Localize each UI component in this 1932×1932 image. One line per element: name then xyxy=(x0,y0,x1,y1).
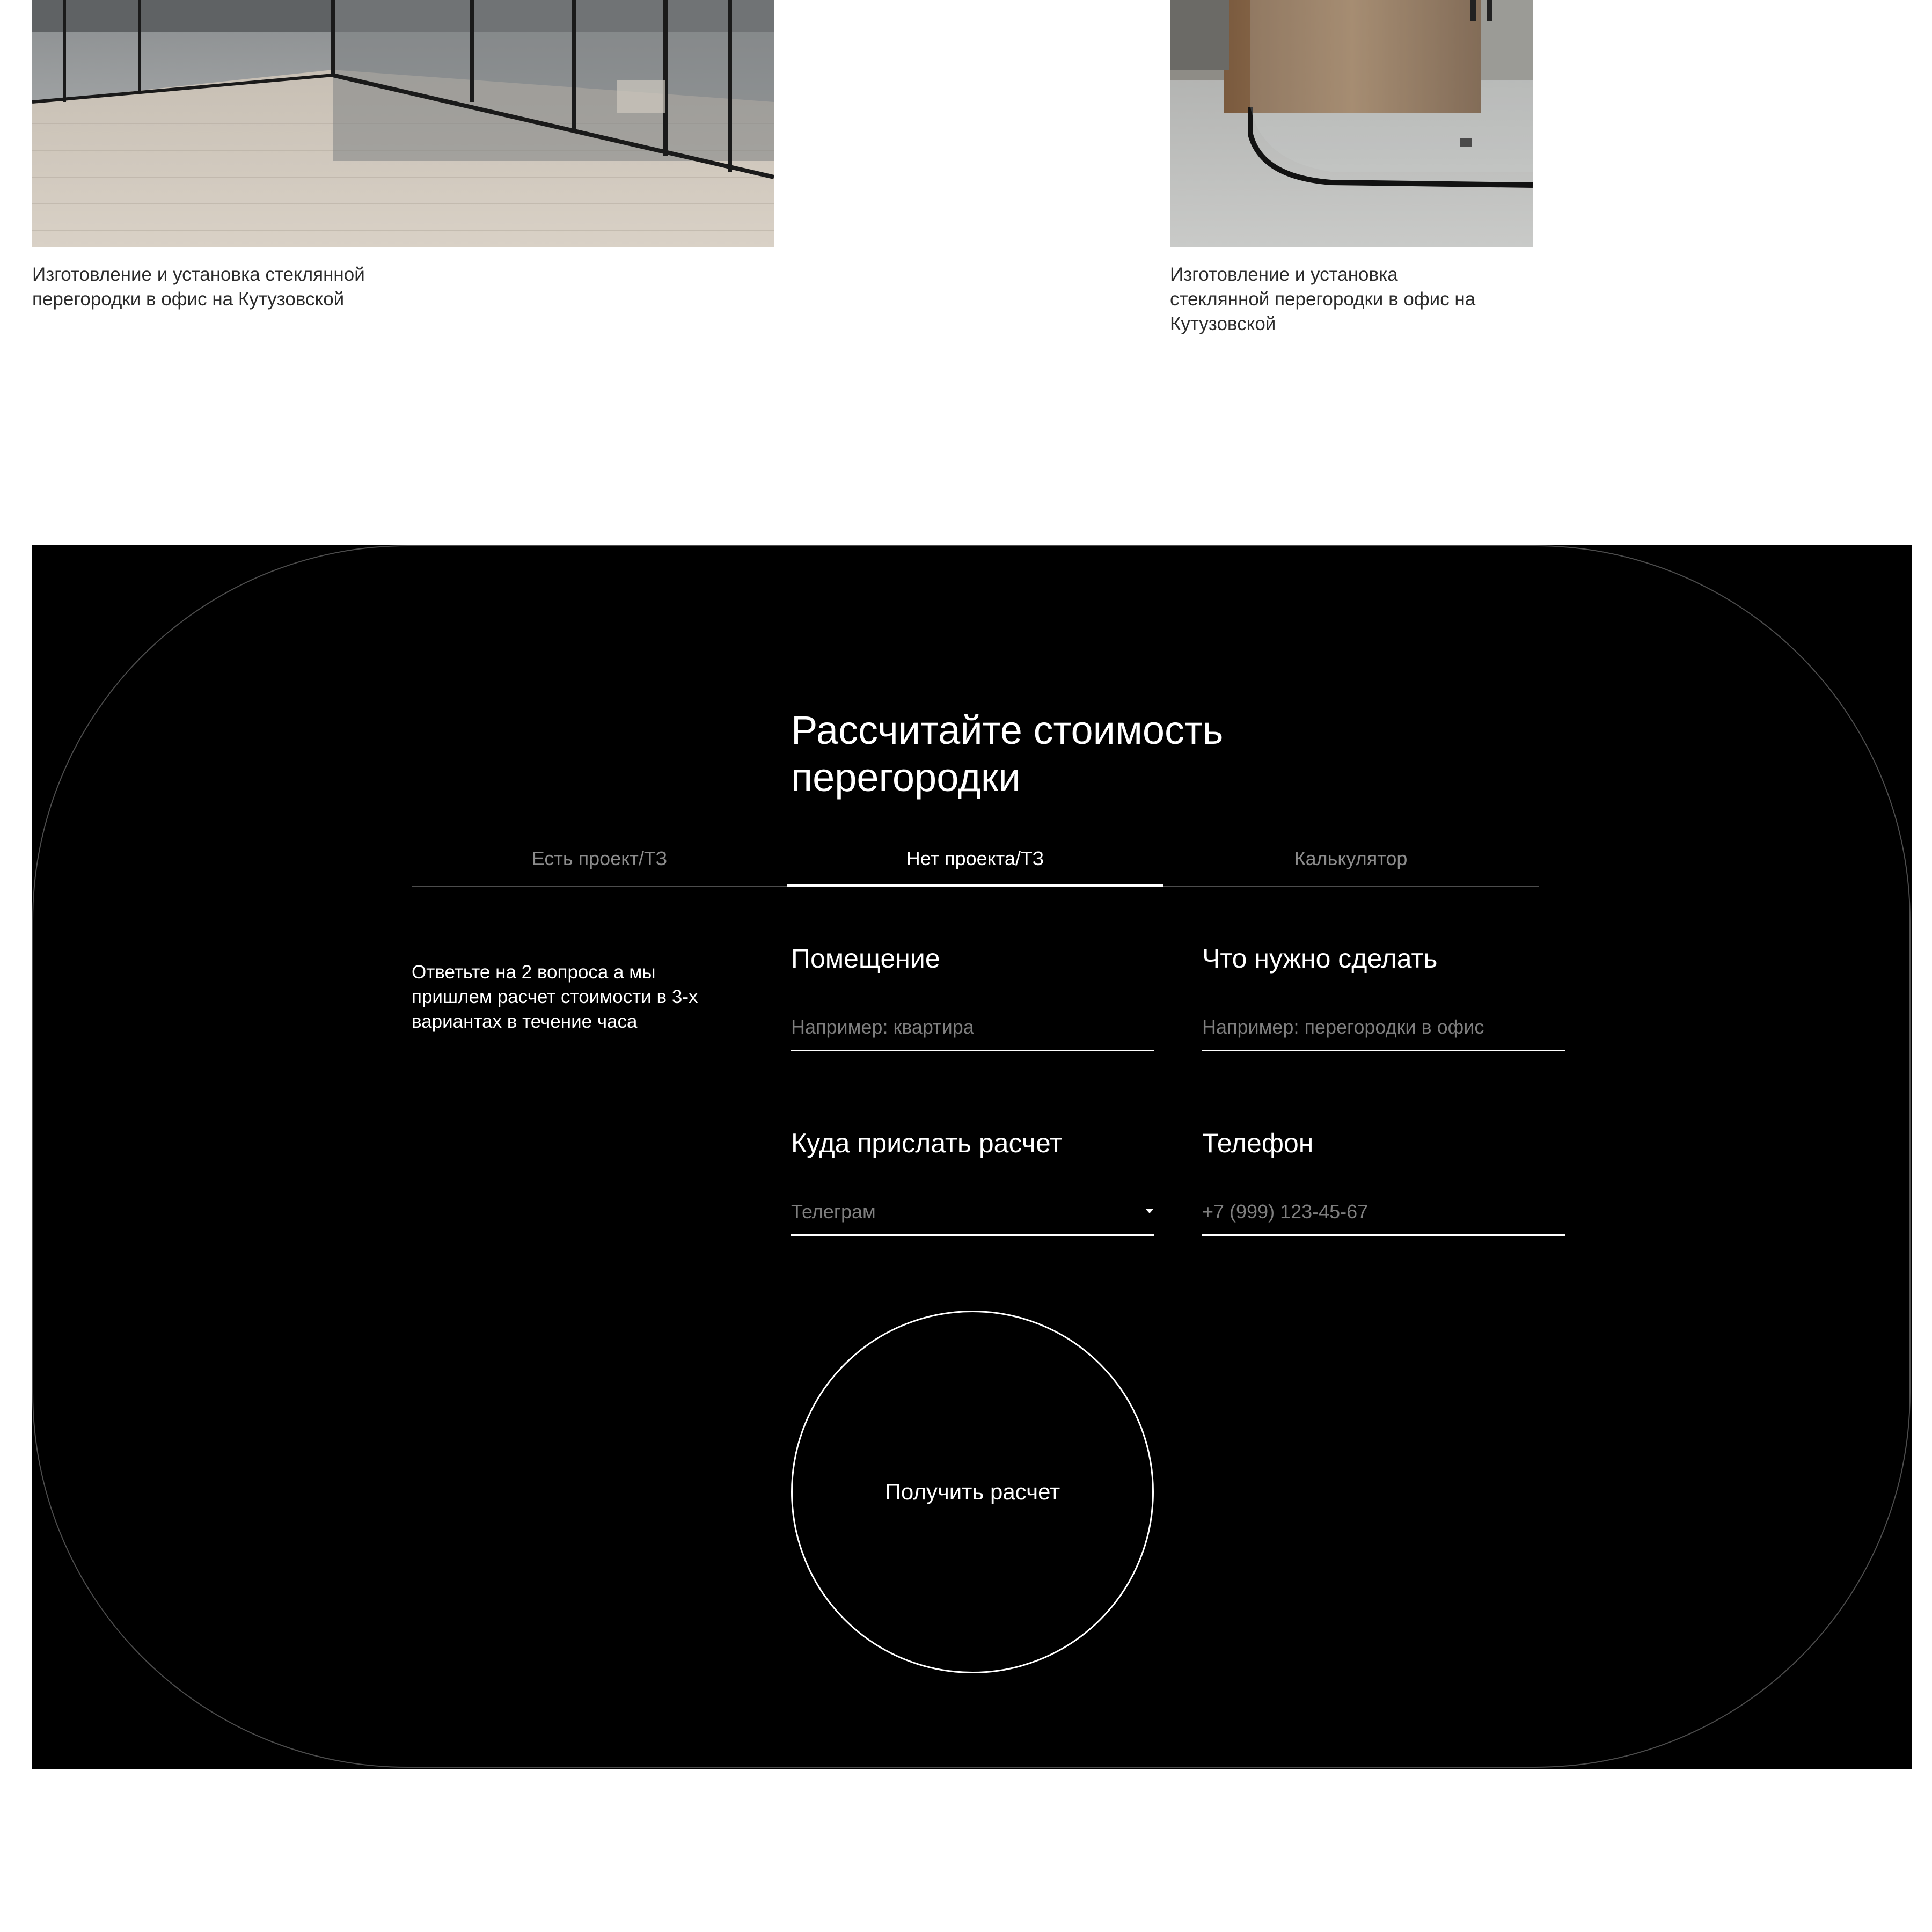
tab-no-project[interactable]: Нет проекта/ТЗ xyxy=(787,835,1163,887)
room-input-underline xyxy=(791,1007,1154,1051)
phone-input-underline xyxy=(1202,1191,1565,1236)
cost-calculator-section xyxy=(32,545,1912,1769)
phone-input[interactable] xyxy=(1202,1191,1565,1232)
project-caption[interactable]: Изготовление и установка стеклянной перегородки в офис на Кутузовской xyxy=(1170,264,1476,334)
task-input-underline xyxy=(1202,1007,1565,1051)
caret-down-icon[interactable] xyxy=(1145,1209,1154,1213)
room-field-group xyxy=(791,942,1154,1051)
send-to-select[interactable] xyxy=(791,1191,1154,1236)
project-photo-curved-partition[interactable] xyxy=(1170,0,1533,247)
send-to-selected-value[interactable]: Телеграм xyxy=(791,1201,876,1223)
form-intro-text: Ответьте на 2 вопроса а мы пришлем расчет стоимости в 3-х вариантах в течение часа xyxy=(412,962,698,1032)
task-label: Что нужно сделать xyxy=(1202,943,1438,974)
send-to-label: Куда прислать расчет xyxy=(791,1128,1063,1158)
phone-field-group xyxy=(1202,1127,1565,1236)
task-field-group xyxy=(1202,942,1565,1051)
send-to-field-group xyxy=(791,1127,1154,1236)
calculator-tabs xyxy=(412,835,1539,887)
curved-partition-illustration xyxy=(1170,0,1533,247)
room-label: Помещение xyxy=(791,943,940,974)
room-input[interactable] xyxy=(791,1007,1154,1048)
office-partition-illustration xyxy=(32,0,774,247)
project-photo-office-partition[interactable] xyxy=(32,0,774,247)
tab-has-project[interactable]: Есть проект/ТЗ xyxy=(531,847,668,869)
task-input[interactable] xyxy=(1202,1007,1565,1048)
title-line-2: перегородки xyxy=(791,755,1021,800)
project-caption[interactable]: Изготовление и установка стеклянной перегородки в офис на Кутузовской xyxy=(32,264,365,310)
phone-label: Телефон xyxy=(1202,1128,1314,1158)
title-line-1: Рассчитайте стоимость xyxy=(791,708,1224,753)
get-estimate-button[interactable]: Получить расчет xyxy=(791,1311,1154,1673)
calculator-title xyxy=(791,707,1381,801)
tab-calculator[interactable]: Калькулятор xyxy=(1294,847,1408,869)
